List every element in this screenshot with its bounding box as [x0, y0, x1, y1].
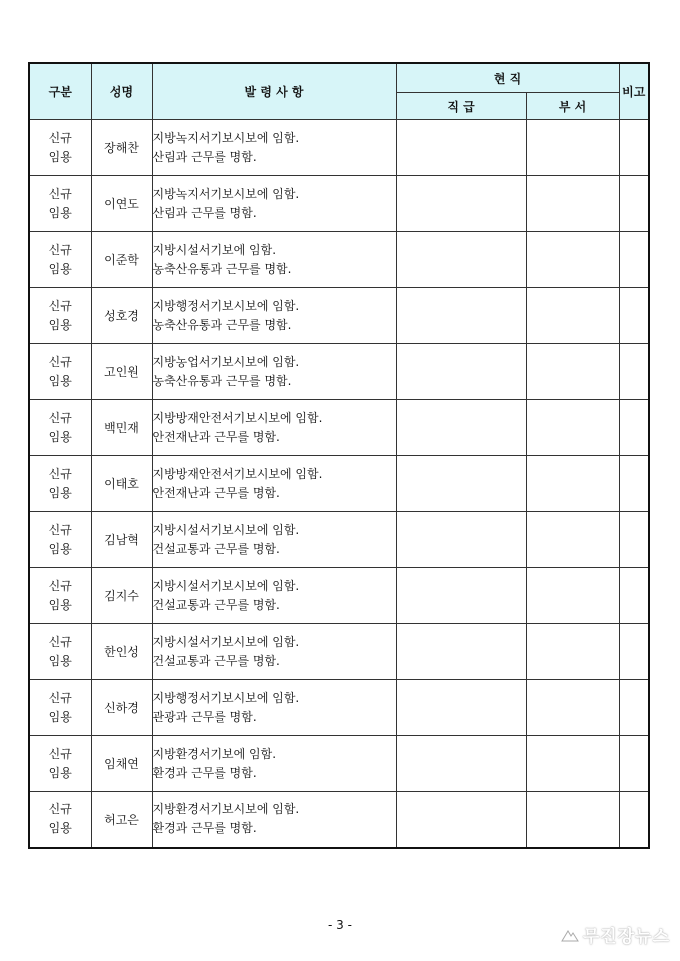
name-cell: 성호경 [91, 288, 152, 344]
category-line-1: 신규 [48, 634, 72, 649]
order-line-1: 지방방재안전서기보시보에 임함. [152, 410, 323, 425]
rank-cell [396, 624, 526, 680]
order-line-1: 지방농업서기보시보에 임함. [152, 354, 300, 369]
table-row [29, 792, 649, 848]
order-line-1: 지방방재안전서기보시보에 임함. [152, 466, 323, 481]
order-cell [152, 176, 396, 232]
order-line-2: 안전재난과 근무를 명함. [152, 485, 280, 500]
order-cell [152, 120, 396, 176]
name-cell: 이연도 [91, 176, 152, 232]
note-cell [619, 624, 649, 680]
note-cell [619, 680, 649, 736]
category-line-1: 신규 [48, 690, 72, 705]
order-line-2: 건설교통과 근무를 명함. [152, 597, 280, 612]
name-cell: 허고은 [91, 792, 152, 848]
table-row [29, 120, 649, 176]
rank-cell [396, 400, 526, 456]
order-line-1: 지방시설서기보시보에 임함. [152, 578, 300, 593]
note-cell [619, 736, 649, 792]
department-cell [526, 456, 619, 512]
header-rank: 직 급 [396, 93, 526, 120]
name-cell: 장해찬 [91, 120, 152, 176]
category-cell [29, 456, 91, 512]
table-row [29, 624, 649, 680]
name-cell: 백민재 [91, 400, 152, 456]
header-category: 구분 [29, 63, 91, 120]
name-cell: 임채연 [91, 736, 152, 792]
order-cell [152, 624, 396, 680]
category-line-1: 신규 [48, 522, 72, 537]
category-line-1: 신규 [48, 578, 72, 593]
note-cell [619, 344, 649, 400]
rank-cell [396, 456, 526, 512]
name-cell: 이준학 [91, 232, 152, 288]
department-cell [526, 344, 619, 400]
category-line-1: 신규 [48, 242, 72, 257]
order-line-1: 지방시설서기보시보에 임함. [152, 522, 300, 537]
table-row [29, 176, 649, 232]
category-line-2: 임용 [48, 765, 72, 780]
name-cell: 고인원 [91, 344, 152, 400]
category-line-1: 신규 [48, 410, 72, 425]
note-cell [619, 512, 649, 568]
note-cell [619, 792, 649, 848]
category-line-2: 임용 [48, 149, 72, 164]
order-line-1: 지방시설서기보에 임함. [152, 242, 277, 257]
category-cell [29, 736, 91, 792]
category-line-2: 임용 [48, 429, 72, 444]
order-cell [152, 512, 396, 568]
category-line-2: 임용 [48, 261, 72, 276]
order-line-2: 산림과 근무를 명함. [152, 149, 257, 164]
category-line-1: 신규 [48, 130, 72, 145]
department-cell [526, 624, 619, 680]
table-row [29, 232, 649, 288]
department-cell [526, 120, 619, 176]
department-cell [526, 568, 619, 624]
note-cell [619, 400, 649, 456]
note-cell [619, 176, 649, 232]
rank-cell [396, 344, 526, 400]
name-cell: 김남혁 [91, 512, 152, 568]
rank-cell [396, 736, 526, 792]
order-line-2: 안전재난과 근무를 명함. [152, 429, 280, 444]
order-cell [152, 736, 396, 792]
header-note: 비고 [619, 63, 649, 120]
category-line-2: 임용 [48, 653, 72, 668]
order-line-2: 건설교통과 근무를 명함. [152, 541, 280, 556]
order-line-1: 지방환경서기보에 임함. [152, 746, 277, 761]
category-line-1: 신규 [48, 186, 72, 201]
order-cell [152, 344, 396, 400]
category-line-2: 임용 [48, 373, 72, 388]
personnel-order-table [28, 62, 650, 849]
page-number: - 3 - [328, 918, 352, 932]
category-cell [29, 232, 91, 288]
rank-cell [396, 568, 526, 624]
category-line-1: 신규 [48, 354, 72, 369]
department-cell [526, 680, 619, 736]
category-line-2: 임용 [48, 485, 72, 500]
department-cell [526, 232, 619, 288]
order-line-2: 농축산유통과 근무를 명함. [152, 261, 292, 276]
category-cell [29, 176, 91, 232]
watermark-logo [561, 922, 670, 947]
watermark-text: 무진장뉴스 [582, 927, 670, 947]
category-cell [29, 680, 91, 736]
order-cell [152, 680, 396, 736]
header-order: 발 령 사 항 [152, 63, 396, 120]
department-cell [526, 288, 619, 344]
department-cell [526, 400, 619, 456]
department-cell [526, 736, 619, 792]
order-line-1: 지방시설서기보시보에 임함. [152, 634, 300, 649]
category-cell [29, 344, 91, 400]
order-line-2: 건설교통과 근무를 명함. [152, 653, 280, 668]
category-cell [29, 568, 91, 624]
category-line-1: 신규 [48, 802, 72, 817]
category-cell [29, 624, 91, 680]
note-cell [619, 568, 649, 624]
order-line-1: 지방녹지서기보시보에 임함. [152, 186, 300, 201]
header-department: 부 서 [526, 93, 619, 120]
order-line-1: 지방환경서기보시보에 임함. [152, 802, 300, 817]
order-line-2: 농축산유통과 근무를 명함. [152, 373, 292, 388]
order-cell [152, 400, 396, 456]
table-row [29, 680, 649, 736]
header-name: 성명 [91, 63, 152, 120]
order-line-2: 관광과 근무를 명함. [152, 709, 257, 724]
table-row [29, 288, 649, 344]
department-cell [526, 176, 619, 232]
mountain-logo-icon [561, 928, 579, 942]
order-line-2: 농축산유통과 근무를 명함. [152, 317, 292, 332]
table-row [29, 400, 649, 456]
name-cell: 김지수 [91, 568, 152, 624]
rank-cell [396, 232, 526, 288]
note-cell [619, 232, 649, 288]
category-line-2: 임용 [48, 709, 72, 724]
department-cell [526, 512, 619, 568]
rank-cell [396, 288, 526, 344]
table-row [29, 456, 649, 512]
category-cell [29, 792, 91, 848]
category-line-1: 신규 [48, 298, 72, 313]
category-line-2: 임용 [48, 821, 72, 836]
rank-cell [396, 512, 526, 568]
rank-cell [396, 176, 526, 232]
category-line-1: 신규 [48, 746, 72, 761]
department-cell [526, 792, 619, 848]
table-row [29, 344, 649, 400]
rank-cell [396, 120, 526, 176]
table-row [29, 568, 649, 624]
category-line-2: 임용 [48, 541, 72, 556]
category-line-2: 임용 [48, 317, 72, 332]
order-line-2: 환경과 근무를 명함. [152, 765, 257, 780]
order-cell [152, 456, 396, 512]
table-row [29, 512, 649, 568]
table-body [29, 120, 649, 848]
category-cell [29, 400, 91, 456]
note-cell [619, 120, 649, 176]
category-line-2: 임용 [48, 205, 72, 220]
order-cell [152, 288, 396, 344]
header-current-position: 현 직 [396, 63, 619, 93]
category-cell [29, 120, 91, 176]
order-line-1: 지방녹지서기보시보에 임함. [152, 130, 300, 145]
rank-cell [396, 792, 526, 848]
order-cell [152, 792, 396, 848]
note-cell [619, 288, 649, 344]
order-line-1: 지방행정서기보시보에 임함. [152, 298, 300, 313]
name-cell: 한인성 [91, 624, 152, 680]
table-row [29, 736, 649, 792]
category-cell [29, 288, 91, 344]
category-line-1: 신규 [48, 466, 72, 481]
name-cell: 신하경 [91, 680, 152, 736]
note-cell [619, 456, 649, 512]
category-line-2: 임용 [48, 597, 72, 612]
category-cell [29, 512, 91, 568]
order-line-2: 산림과 근무를 명함. [152, 205, 257, 220]
rank-cell [396, 680, 526, 736]
name-cell: 이태호 [91, 456, 152, 512]
order-cell [152, 232, 396, 288]
order-line-2: 환경과 근무를 명함. [152, 821, 257, 836]
order-cell [152, 568, 396, 624]
order-line-1: 지방행정서기보시보에 임함. [152, 690, 300, 705]
